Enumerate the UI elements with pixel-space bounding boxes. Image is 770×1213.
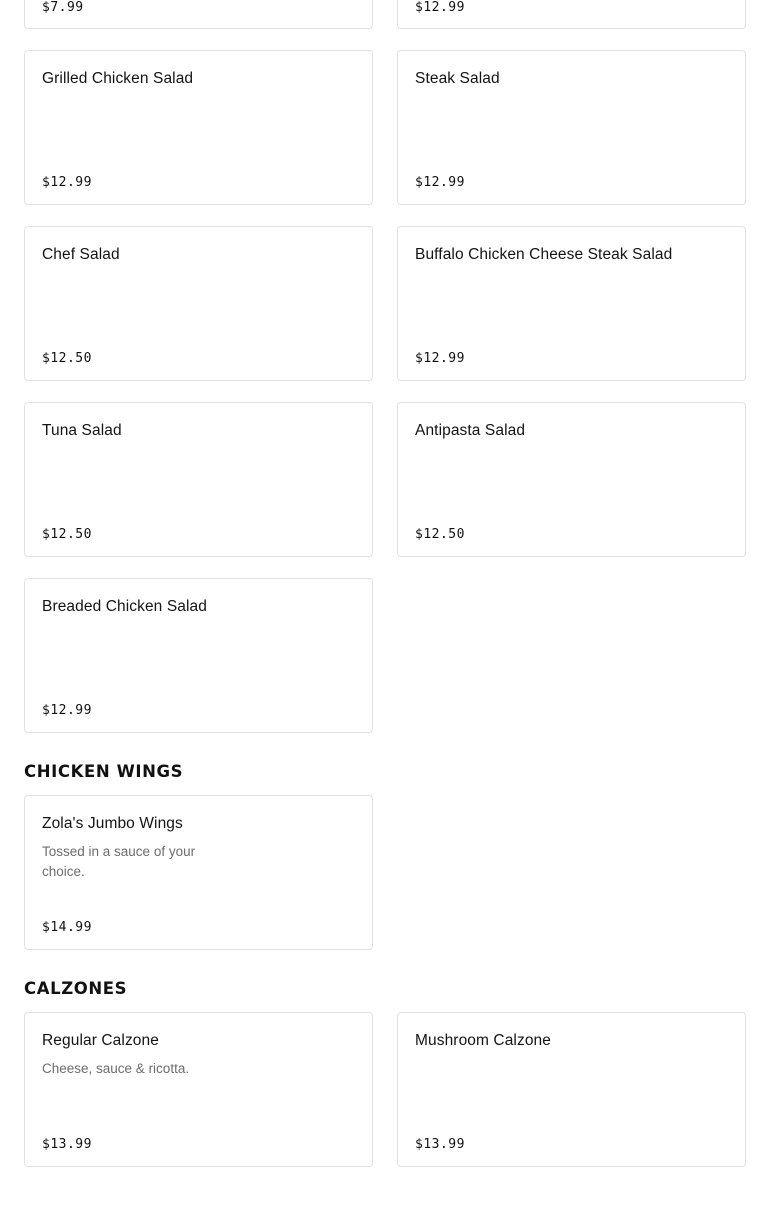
menu-item-name: Chef Salad [42, 246, 120, 263]
menu-item-price: $13.99 [415, 1137, 465, 1152]
menu-item-price: $12.99 [42, 175, 92, 190]
section-heading-chicken-wings: CHICKEN WINGS [24, 762, 184, 781]
menu-item-price: $12.99 [415, 175, 465, 190]
section-heading-calzones: CALZONES [24, 979, 128, 998]
menu-card-antipasta-salad[interactable] [397, 402, 746, 557]
menu-card-steak-salad[interactable] [397, 50, 746, 205]
menu-item-price: $14.99 [42, 920, 92, 935]
menu-card-tuna-salad[interactable] [24, 402, 373, 557]
menu-item-price: $12.99 [415, 351, 465, 366]
chicken-wings-grid [24, 795, 746, 950]
menu-card-mushroom-calzone[interactable] [397, 1012, 746, 1167]
menu-item-price: $12.99 [415, 0, 465, 15]
menu-item-name: Mushroom Calzone [415, 1032, 551, 1049]
menu-card-breaded-chicken-salad[interactable] [24, 578, 373, 733]
menu-card-chef-salad[interactable] [24, 226, 373, 381]
menu-card[interactable] [24, 0, 373, 29]
calzones-grid [24, 1012, 746, 1167]
menu-item-description: Tossed in a sauce of your choice. [42, 844, 196, 879]
menu-item-price: $12.50 [42, 351, 92, 366]
menu-item-price: $7.99 [42, 0, 84, 15]
menu-item-name: Grilled Chicken Salad [42, 70, 194, 87]
menu-item-price: $12.99 [42, 703, 92, 718]
menu-item-name: Breaded Chicken Salad [42, 598, 207, 615]
menu-card-buffalo-chicken-cheese-steak-salad[interactable] [397, 226, 746, 381]
menu-item-name: Buffalo Chicken Cheese Steak Salad [415, 246, 673, 263]
menu-item-name: Regular Calzone [42, 1032, 159, 1049]
menu-card-zolas-jumbo-wings[interactable] [24, 795, 373, 950]
clipped-card-row [24, 0, 746, 29]
menu-card[interactable] [397, 0, 746, 29]
menu-item-name: Tuna Salad [42, 422, 122, 439]
menu-item-price: $12.50 [415, 527, 465, 542]
menu-item-description: Cheese, sauce & ricotta. [42, 1061, 190, 1077]
menu-item-name: Antipasta Salad [415, 422, 526, 439]
menu-item-price: $12.50 [42, 527, 92, 542]
menu-item-name: Zola's Jumbo Wings [42, 815, 183, 832]
menu-item-name: Steak Salad [415, 70, 500, 87]
menu-item-price: $13.99 [42, 1137, 92, 1152]
menu-card-grilled-chicken-salad[interactable] [24, 50, 373, 205]
salads-grid [24, 50, 746, 733]
menu-card-regular-calzone[interactable] [24, 1012, 373, 1167]
